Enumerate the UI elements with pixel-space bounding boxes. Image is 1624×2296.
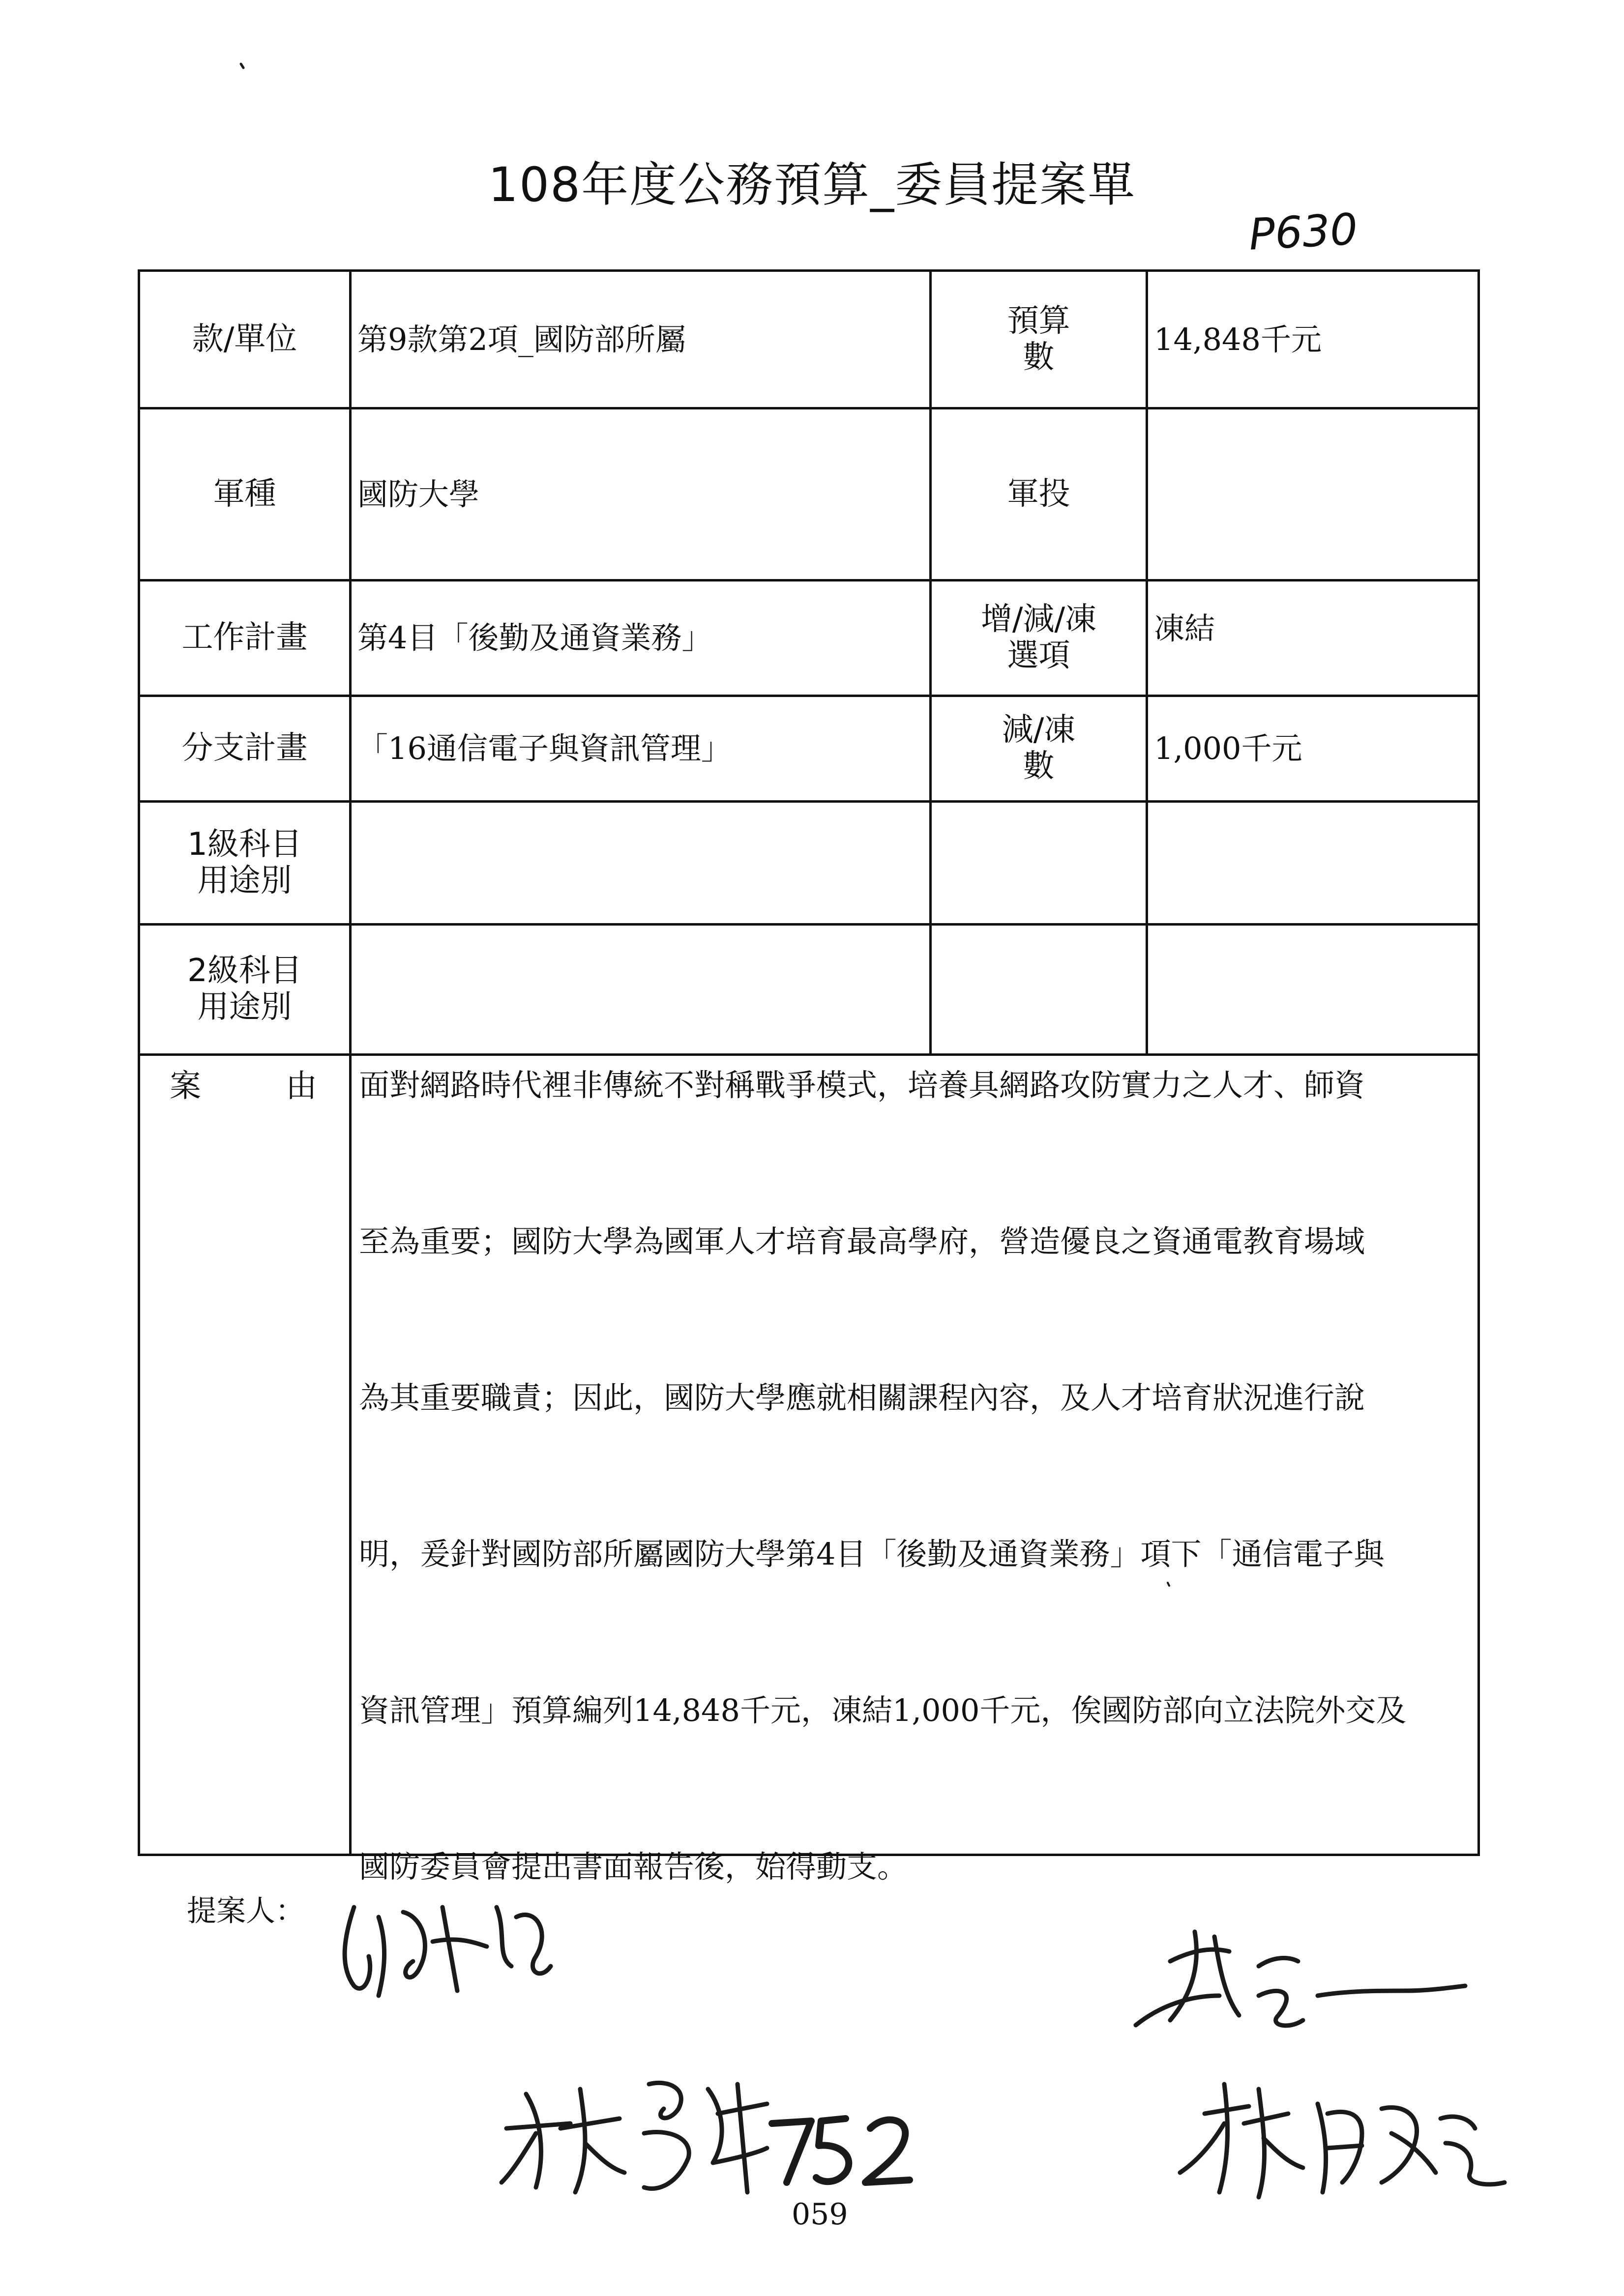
reason-line: 為其重要職責；因此，國防大學應就相關課程內容，及人才培育狀況進行說 bbox=[359, 1380, 1365, 1416]
reduce-freeze-amount-value: 1,000千元 bbox=[1154, 730, 1302, 767]
stray-mark bbox=[241, 64, 243, 68]
reason-line: 資訊管理」預算編列14,848千元，凍結1,000千元，俟國防部向立法院外交及 bbox=[359, 1692, 1407, 1728]
handwritten-number-752 bbox=[772, 2119, 910, 2182]
budget-amount-value: 14,848千元 bbox=[1154, 321, 1322, 357]
service-branch-value: 國防大學 bbox=[357, 476, 480, 512]
signature-1 bbox=[345, 1907, 551, 1996]
signature-3 bbox=[1136, 1932, 1465, 2026]
work-plan-label: 工作計畫 bbox=[181, 619, 308, 656]
budget-amount-label: 預算 數 bbox=[1007, 302, 1070, 376]
unit-value: 第9款第2項_國防部所屬 bbox=[357, 321, 686, 357]
sub-plan-value: 「16通信電子與資訊管理」 bbox=[357, 730, 732, 767]
level2-subject-label: 2級科目 用途別 bbox=[187, 953, 302, 1025]
unit-label: 款/單位 bbox=[192, 320, 297, 357]
sub-plan-label: 分支計畫 bbox=[181, 730, 308, 767]
page-number: 059 bbox=[792, 2197, 848, 2232]
reason-line: 至為重要；國防大學為國軍人才培育最高學府，營造優良之資通電教育場域 bbox=[359, 1223, 1365, 1259]
signature-4 bbox=[1180, 2084, 1505, 2197]
handwritten-page-code: P630 bbox=[1247, 203, 1359, 260]
action-option-value: 凍結 bbox=[1154, 610, 1215, 646]
reason-line: 明，爰針對國防部所屬國防大學第4目「後勤及通資業務」項下「通信電子與 bbox=[359, 1536, 1385, 1572]
reason-label: 案 由 bbox=[170, 1068, 317, 1104]
proposer-label: 提案人： bbox=[187, 1894, 305, 1928]
reason-line: 國防委員會提出書面報告後，始得動支。 bbox=[359, 1849, 908, 1885]
stray-mark bbox=[1168, 1583, 1169, 1586]
level1-subject-label: 1級科目 用途別 bbox=[187, 826, 302, 899]
work-plan-value: 第4目「後勤及通資業務」 bbox=[357, 620, 712, 656]
military-investment-label: 軍投 bbox=[1007, 475, 1070, 512]
reduce-freeze-amount-label: 減/凍 數 bbox=[1002, 712, 1076, 785]
signature-2 bbox=[502, 2083, 767, 2192]
service-branch-label: 軍種 bbox=[213, 475, 276, 512]
action-option-label: 增/減/凍 選項 bbox=[980, 601, 1097, 674]
page-title: 108年度公務預算_委員提案單 bbox=[488, 157, 1136, 212]
reason-line: 面對網路時代裡非傳統不對稱戰爭模式，培養具網路攻防實力之人才、師資 bbox=[359, 1067, 1365, 1103]
